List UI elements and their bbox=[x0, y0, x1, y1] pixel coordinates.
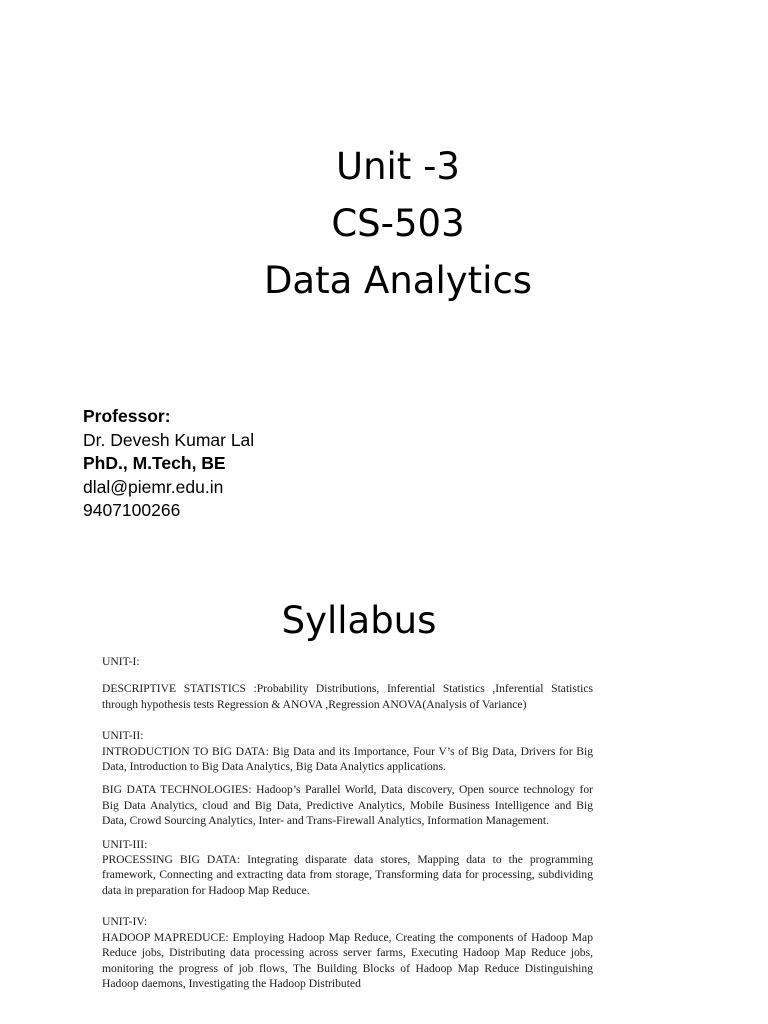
unit-paragraph: DESCRIPTIVE STATISTICS :Probability Distributions, Inferential Statistics ,Inferential Statistics through hypothesis tests Regression & ANOVA ,Regression ANOVA(Analysis of Variance) bbox=[102, 682, 593, 711]
course-name: Data Analytics bbox=[263, 259, 533, 302]
unit-title: Unit -3 bbox=[336, 145, 460, 188]
unit-3-section bbox=[102, 837, 593, 899]
professor-name: Dr. Devesh Kumar Lal bbox=[83, 429, 255, 450]
course-code: CS-503 bbox=[331, 202, 465, 245]
unit-paragraph: BIG DATA TECHNOLOGIES: Hadoop’s Parallel World, Data discovery, Open source technology for Big Data Analytics, cloud and Big Data, Predictive Analytics, Mobile Business Intelligence and Big Data, Crowd Sourcing Analytics, Inter- and Trans-Firewall Analytics, Information Management. bbox=[102, 783, 593, 828]
professor-degrees: PhD., M.Tech, BE bbox=[83, 453, 226, 473]
professor-phone: 9407100266 bbox=[83, 500, 181, 520]
document-title bbox=[0, 138, 768, 309]
syllabus-heading: Syllabus bbox=[281, 599, 437, 642]
unit-heading: UNIT-I: bbox=[102, 655, 140, 668]
professor-info bbox=[83, 405, 254, 523]
professor-label: Professor: bbox=[83, 406, 171, 426]
unit-paragraph: PROCESSING BIG DATA: Integrating disparate data stores, Mapping data to the programming framework, Connecting and extracting data from storage, Transforming data for processing, subdividing data in preparation for Hadoop Map Reduce. bbox=[102, 853, 593, 897]
unit-2-section bbox=[102, 728, 593, 828]
unit-paragraph: INTRODUCTION TO BIG DATA: Big Data and its Importance, Four V’s of Big Data, Drivers for Big Data, Introduction to Big Data Analytics, Big Data Analytics applications. bbox=[102, 744, 593, 774]
unit-4-section bbox=[102, 914, 593, 991]
unit-1-section bbox=[102, 654, 593, 712]
syllabus-content bbox=[102, 654, 593, 991]
unit-heading: UNIT-III: bbox=[102, 837, 148, 851]
unit-paragraph: HADOOP MAPREDUCE: Employing Hadoop Map Reduce, Creating the components of Hadoop Map Reduce jobs, Distributing data processing across server farms, Executing Hadoop Map Reduce jobs, monitoring the progress of job flows, The Building Blocks of Hadoop Map Reduce Distinguishing Hadoop daemons, Investigating the Hadoop Distributed bbox=[102, 930, 593, 990]
professor-email: dlal@piemr.edu.in bbox=[83, 476, 224, 497]
unit-heading: UNIT-II: bbox=[102, 729, 144, 743]
unit-heading: UNIT-IV: bbox=[102, 915, 148, 929]
